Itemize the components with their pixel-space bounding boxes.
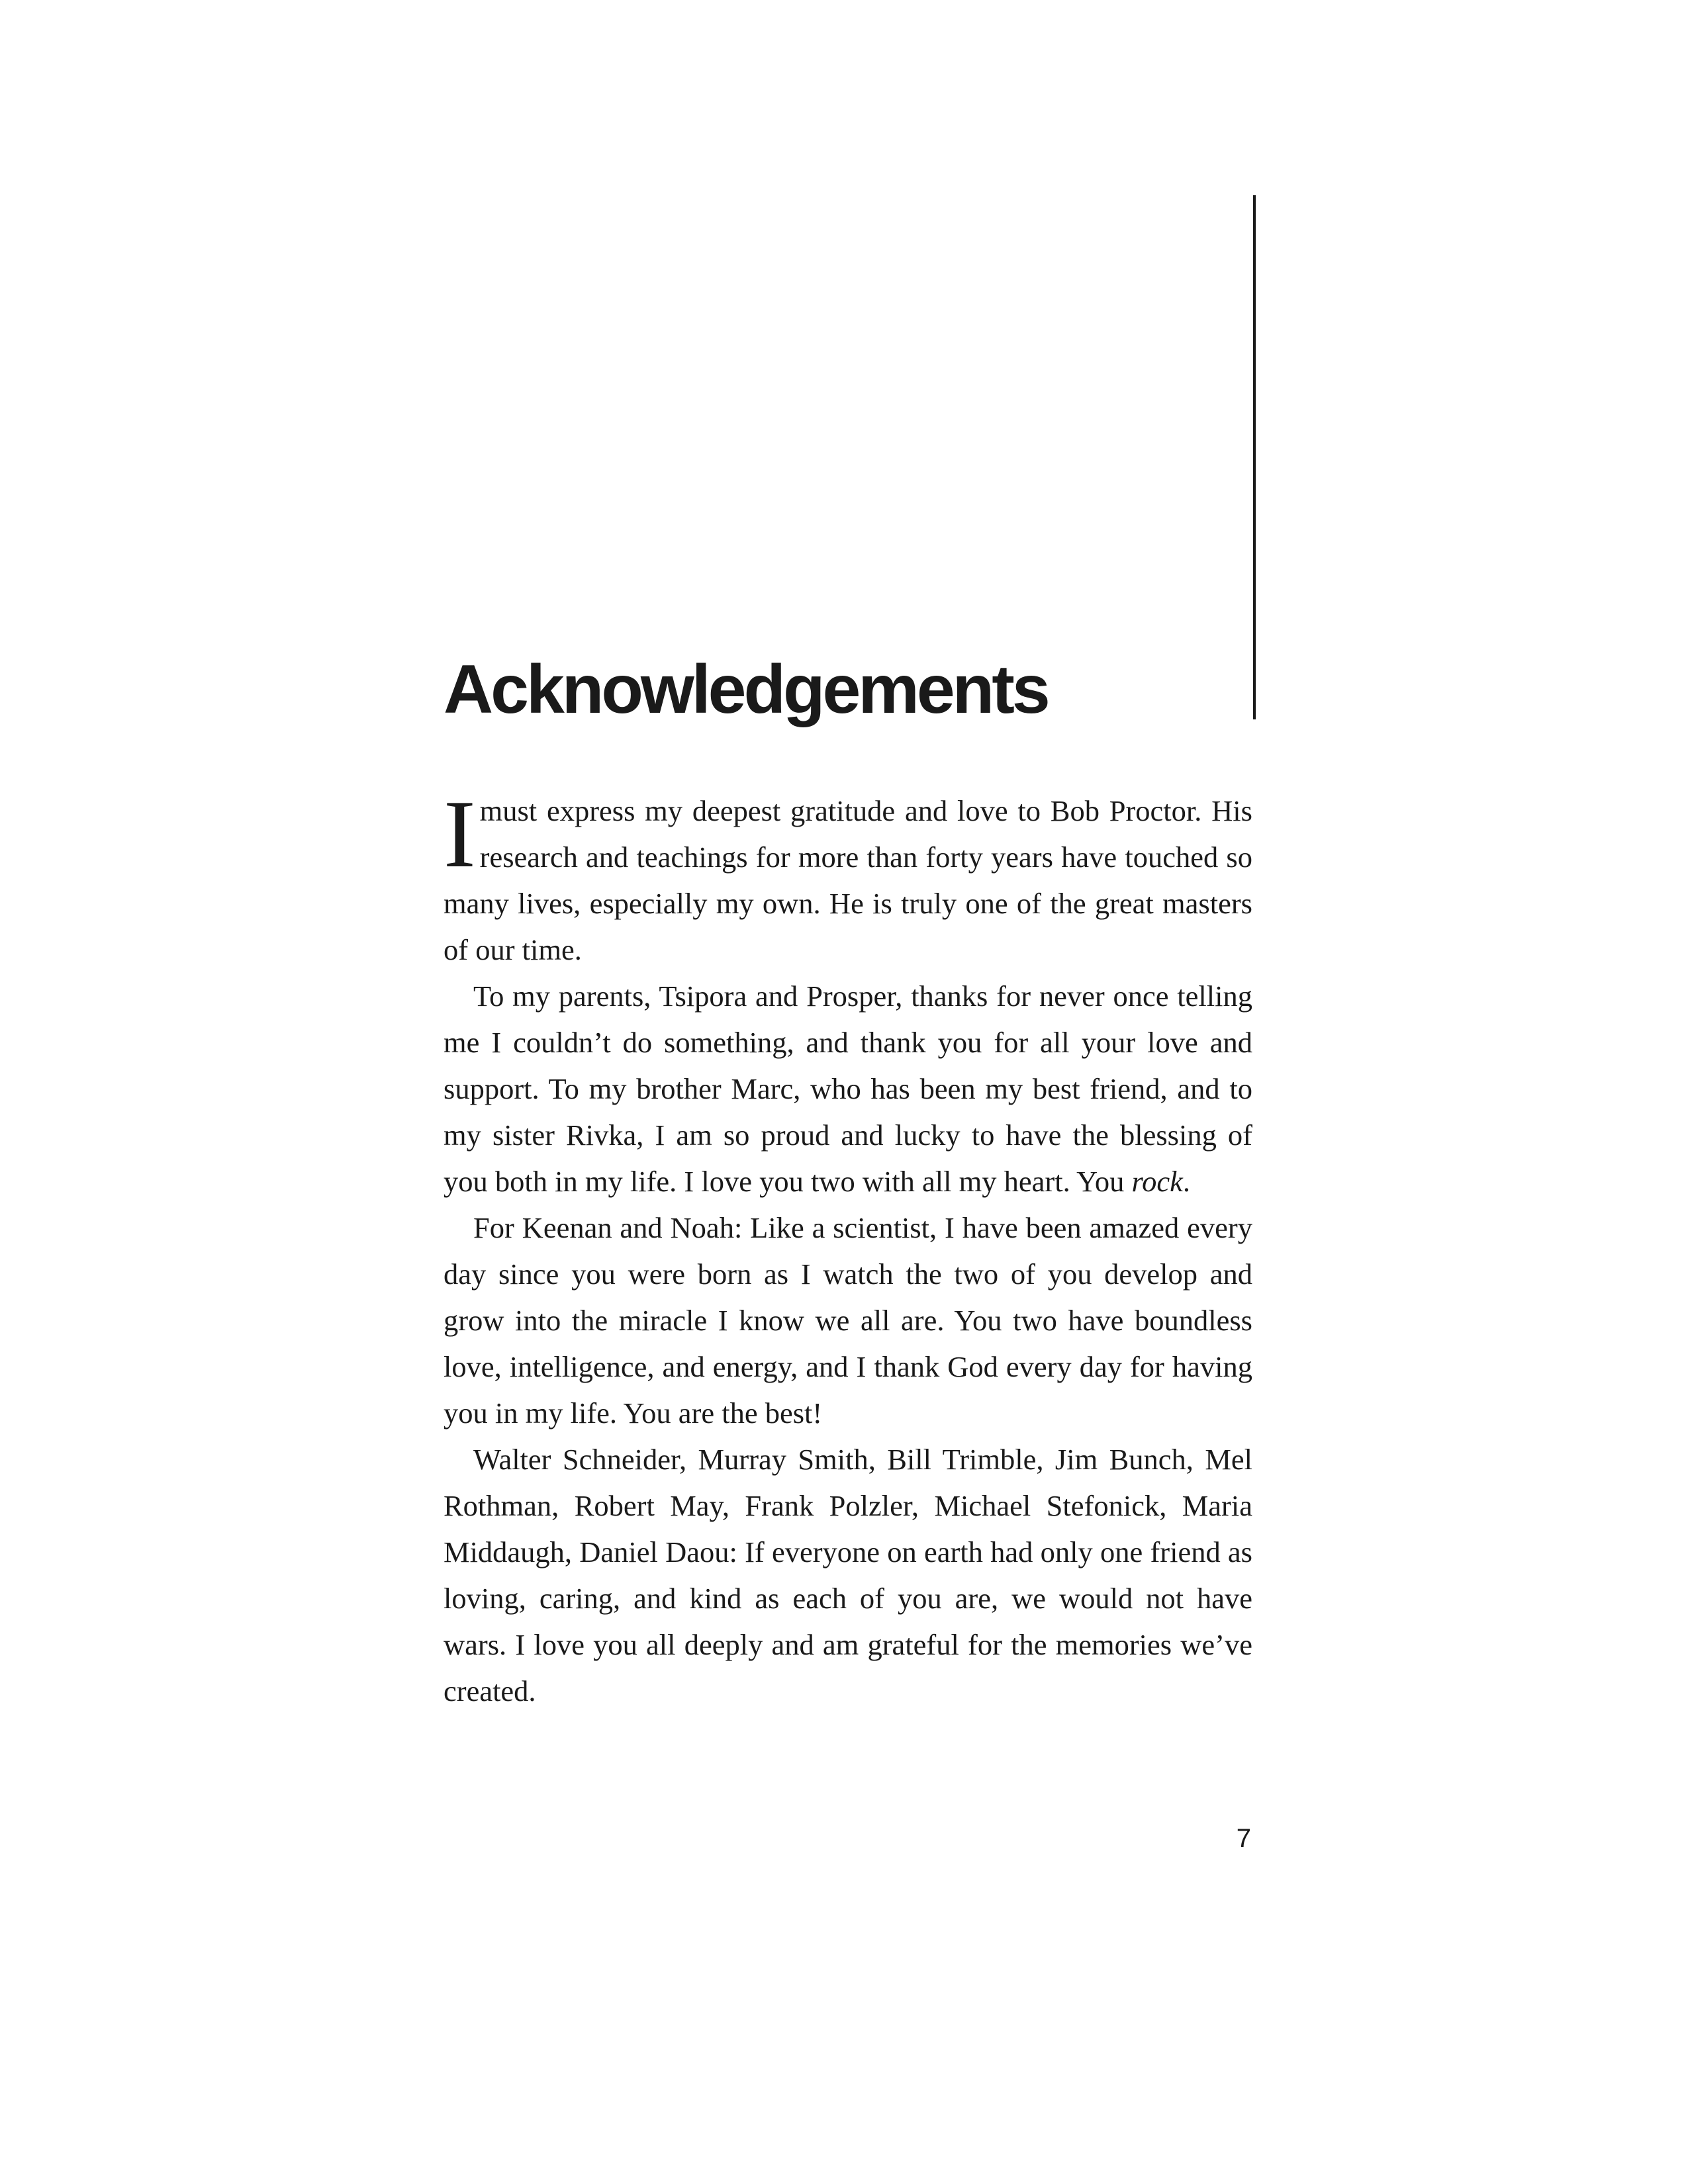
paragraph-2-emphasis: rock xyxy=(1131,1165,1183,1198)
paragraph-3: For Keenan and Noah: Like a scientist, I have been amazed every day since you were born as I watch the two of you develop and grow into the miracle I know we all are. You two have boundless love, intelligence, and energy, and I thank God every day for having you in my life. You are the best! xyxy=(444,1211,1252,1430)
paragraph-4: Walter Schneider, Murray Smith, Bill Trimble, Jim Bunch, Mel Rothman, Robert May, Frank Polzler, Michael Stefonick, Maria Middaugh, Daniel Daou: If everyone on earth had only one friend as loving, caring, and kind as each of you are, we would not have wars. I love you all deeply and am grateful for the memories we’ve created. xyxy=(444,1443,1252,1707)
paragraph-1-text: must express my deepest gratitude and love to Bob Proctor. His research and teachings for more than forty years have touched so many lives, especially my own. He is truly one of the great masters of our time. xyxy=(444,794,1252,966)
paragraph-2-text: To my parents, Tsipora and Prosper, thanks for never once telling me I couldn’t do something, and thank you for all your love and support. To my brother Marc, who has been my best friend, and to my sister Rivka, I am so proud and lucky to have the blessing of you both in my life. I love you two with all my heart. You xyxy=(444,979,1252,1198)
paragraph-2 xyxy=(444,973,1252,1205)
body-text xyxy=(444,780,1252,1714)
paragraph-1 xyxy=(444,780,1252,973)
page-number: 7 xyxy=(1236,1824,1251,1853)
paragraph-2-end: . xyxy=(1182,1165,1191,1198)
page-title: Acknowledgements xyxy=(444,651,1048,728)
vertical-rule xyxy=(1253,195,1256,719)
drop-cap: I xyxy=(444,780,476,887)
